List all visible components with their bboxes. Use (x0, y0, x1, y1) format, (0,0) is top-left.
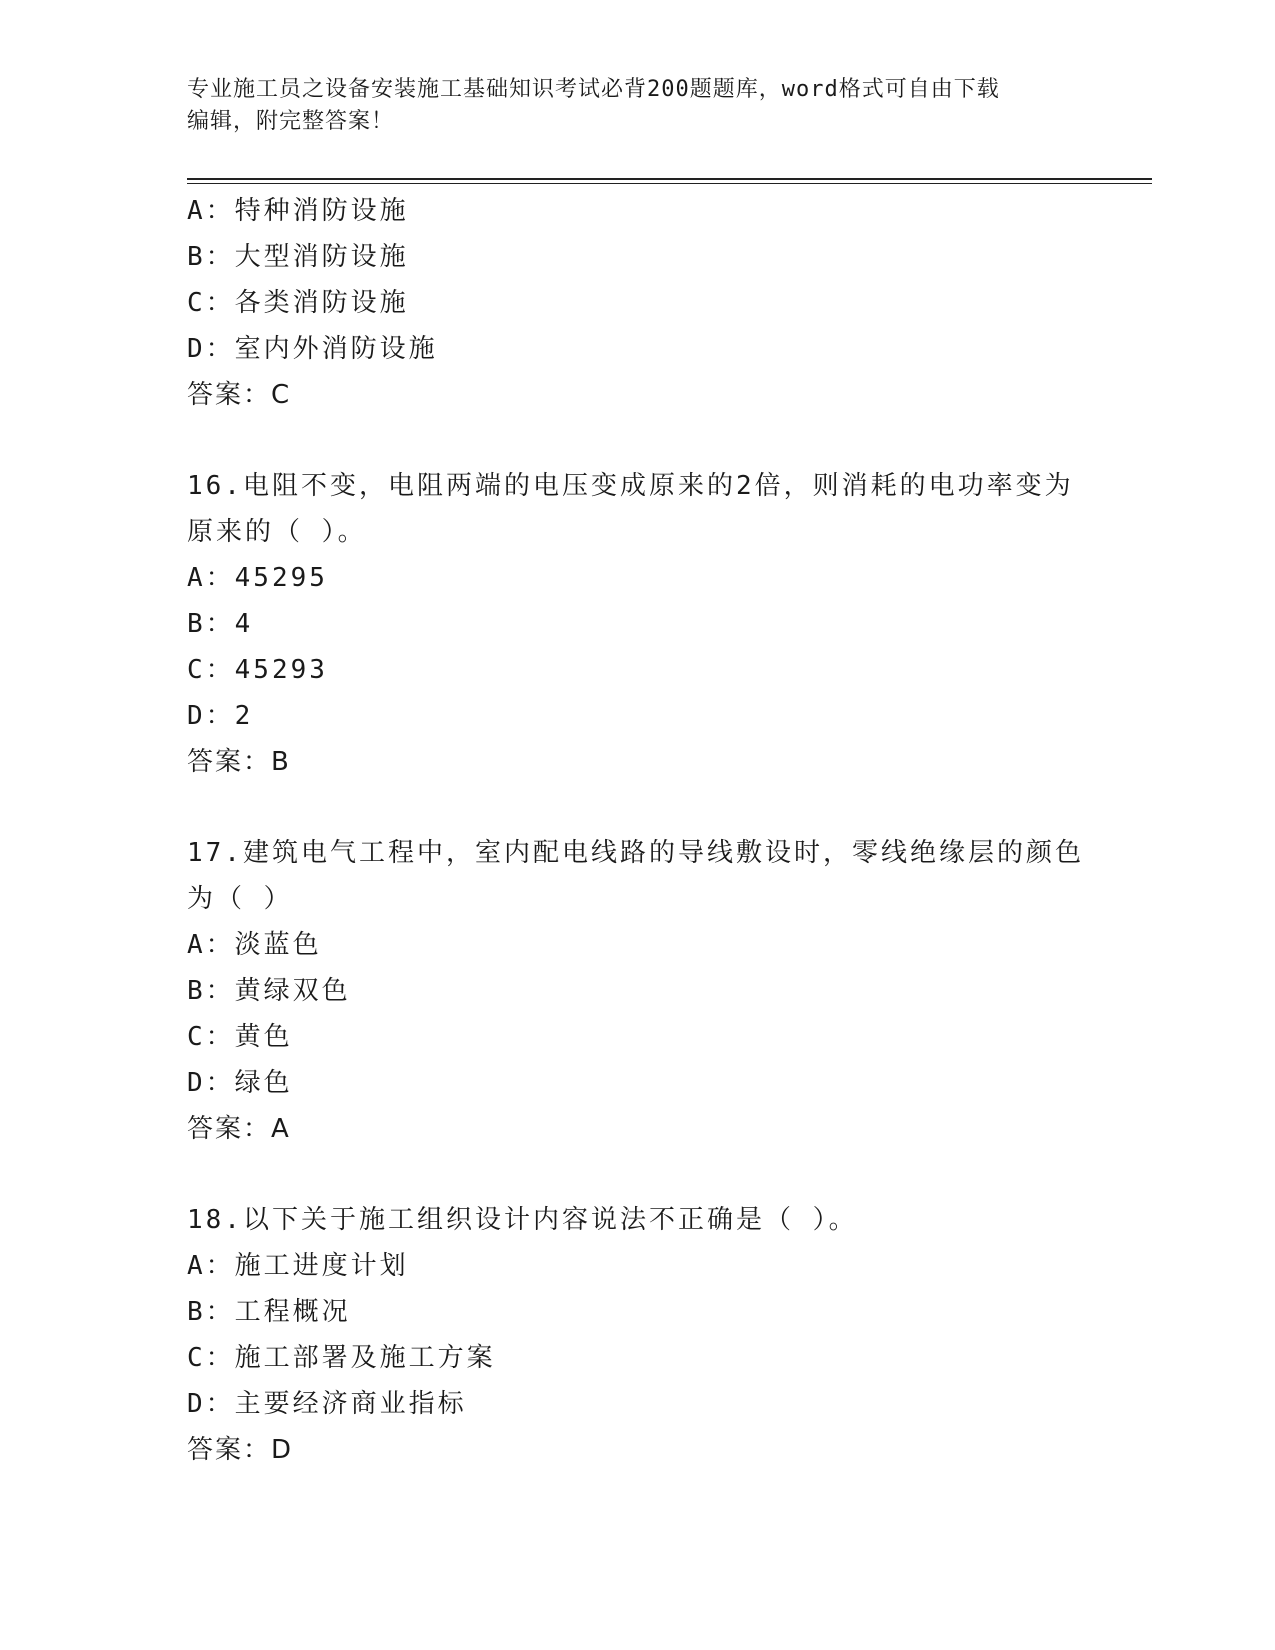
option-d: D：室内外消防设施 (187, 334, 438, 364)
option-a: A：施工进度计划 (187, 1251, 409, 1281)
question-list (187, 188, 1087, 1473)
question-text-line1: 18.以下关于施工组织设计内容说法不正确是（ ）。 (187, 1205, 858, 1235)
option-c: C：45293 (187, 655, 328, 685)
answer-label: 答案：D (187, 1435, 294, 1465)
header-title-line1: 专业施工员之设备安装施工基础知识考试必背200题题库，word格式可自由下载 (187, 77, 1000, 102)
question-15 (187, 188, 1087, 418)
option-d: D：主要经济商业指标 (187, 1389, 467, 1419)
option-b: B：大型消防设施 (187, 242, 409, 272)
header-title-line2: 编辑，附完整答案！ (187, 109, 395, 134)
option-d: D：2 (187, 701, 254, 731)
option-a: A：45295 (187, 563, 328, 593)
header-divider-thick (187, 178, 1152, 180)
option-b: B：黄绿双色 (187, 976, 351, 1006)
question-text-line1: 16.电阻不变，电阻两端的电压变成原来的2倍，则消耗的电功率变为 (187, 471, 1074, 501)
option-c: C：黄色 (187, 1022, 293, 1052)
option-a: A：淡蓝色 (187, 930, 322, 960)
question-text-line2: 原来的（ ）。 (187, 517, 367, 547)
option-b: B：4 (187, 609, 254, 639)
option-b: B：工程概况 (187, 1297, 351, 1327)
header-divider-thin (187, 183, 1152, 184)
document-header (187, 74, 1087, 138)
answer-label: 答案：B (187, 747, 291, 777)
question-17 (187, 830, 1087, 1152)
question-text-line1: 17.建筑电气工程中，室内配电线路的导线敷设时，零线绝缘层的颜色 (187, 838, 1084, 868)
option-d: D：绿色 (187, 1068, 293, 1098)
question-text-line2: 为（ ） (187, 884, 293, 914)
question-16 (187, 463, 1087, 785)
answer-label: 答案：A (187, 1114, 291, 1144)
option-c: C：施工部署及施工方案 (187, 1343, 496, 1373)
option-c: C：各类消防设施 (187, 288, 409, 318)
answer-label: 答案：C (187, 380, 292, 410)
question-18 (187, 1197, 1087, 1473)
option-a: A：特种消防设施 (187, 196, 409, 226)
